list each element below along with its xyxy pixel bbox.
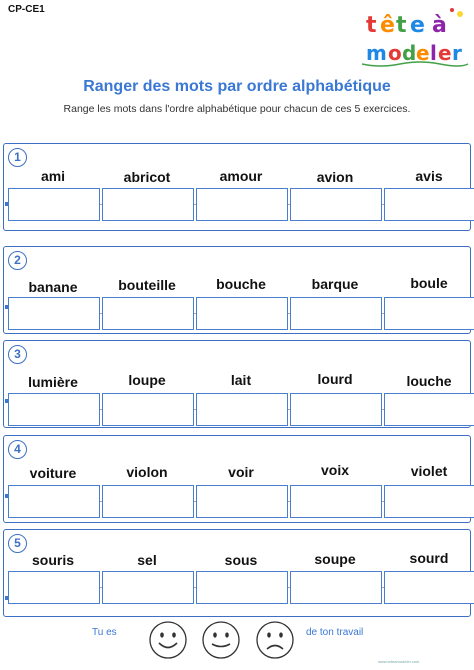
- answer-box[interactable]: [384, 188, 474, 221]
- worksheet-instructions: Range les mots dans l'ordre alphabétique pour chacun de ces 5 exercices.: [63, 103, 411, 115]
- word: abricot: [123, 169, 171, 185]
- answer-box[interactable]: [384, 485, 474, 518]
- answer-box[interactable]: [290, 188, 382, 221]
- word: soupe: [314, 551, 356, 567]
- worksheet-title: Ranger des mots par ordre alphabétique: [83, 78, 391, 95]
- word: avion: [316, 169, 354, 185]
- tete-a-modeler-logo: [360, 4, 470, 70]
- word: bouteille: [118, 277, 176, 293]
- word: voir: [228, 464, 254, 480]
- exercise-4: [3, 435, 471, 523]
- answer-box[interactable]: [384, 297, 474, 330]
- answer-box[interactable]: [196, 393, 288, 426]
- exercise-number: 3: [8, 345, 27, 364]
- word: sel: [137, 552, 157, 568]
- exercise-number: 2: [8, 251, 27, 270]
- answer-box[interactable]: [8, 297, 100, 330]
- answer-box[interactable]: [196, 485, 288, 518]
- svg-text:l: l: [430, 41, 437, 65]
- word: lait: [230, 372, 252, 388]
- svg-text:t: t: [366, 13, 377, 38]
- svg-text:e: e: [410, 13, 425, 38]
- svg-text:t: t: [396, 13, 407, 38]
- answer-box[interactable]: [290, 485, 382, 518]
- word: voix: [320, 462, 349, 478]
- word: violet: [410, 463, 448, 479]
- exercise-3: [3, 340, 471, 428]
- exercise-number: 4: [8, 440, 27, 459]
- exercise-2: [3, 246, 471, 334]
- svg-text:r: r: [452, 41, 462, 65]
- word: avis: [415, 168, 443, 184]
- word: bouche: [216, 276, 266, 292]
- word: sourd: [409, 550, 449, 566]
- answer-box[interactable]: [102, 571, 194, 604]
- svg-text:e: e: [416, 41, 430, 65]
- answer-box[interactable]: [196, 188, 288, 221]
- exercise-1: [3, 143, 471, 231]
- footer-text-right: de ton travail: [306, 627, 364, 638]
- word: sous: [224, 552, 258, 568]
- credit-text: www.teteamodeler.com: [378, 659, 420, 664]
- answer-box[interactable]: [196, 297, 288, 330]
- answer-box[interactable]: [102, 188, 194, 221]
- exercise-number: 5: [8, 534, 27, 553]
- answer-box[interactable]: [384, 393, 474, 426]
- word: louche: [406, 373, 452, 389]
- sad-face-icon[interactable]: [255, 620, 295, 660]
- word: lumière: [28, 374, 78, 390]
- answer-box[interactable]: [290, 297, 382, 330]
- svg-text:m: m: [366, 41, 387, 65]
- svg-text:à: à: [432, 13, 447, 38]
- answer-box[interactable]: [102, 297, 194, 330]
- level-label: CP-CE1: [8, 4, 45, 15]
- answer-box[interactable]: [290, 571, 382, 604]
- svg-text:o: o: [388, 41, 402, 65]
- answer-box[interactable]: [384, 571, 474, 604]
- happy-face-icon[interactable]: [148, 620, 188, 660]
- word: ami: [40, 168, 66, 184]
- answer-box[interactable]: [290, 393, 382, 426]
- answer-box[interactable]: [196, 571, 288, 604]
- word: voiture: [29, 465, 77, 481]
- word: souris: [31, 552, 74, 568]
- word: banane: [28, 279, 78, 295]
- neutral-face-icon[interactable]: [201, 620, 241, 660]
- word: lourd: [317, 371, 353, 387]
- answer-box[interactable]: [102, 393, 194, 426]
- word: violon: [126, 464, 168, 480]
- word: boule: [410, 275, 448, 291]
- answer-box[interactable]: [8, 485, 100, 518]
- answer-box[interactable]: [102, 485, 194, 518]
- exercise-5: [3, 529, 471, 617]
- footer-text-left: Tu es: [92, 627, 117, 638]
- answer-box[interactable]: [8, 571, 100, 604]
- svg-text:d: d: [402, 41, 417, 65]
- exercise-number: 1: [8, 148, 27, 167]
- word: loupe: [128, 372, 166, 388]
- answer-box[interactable]: [8, 393, 100, 426]
- svg-text:e: e: [438, 41, 452, 65]
- word: amour: [219, 168, 263, 184]
- svg-text:ê: ê: [380, 13, 395, 38]
- word: barque: [311, 276, 359, 292]
- answer-box[interactable]: [8, 188, 100, 221]
